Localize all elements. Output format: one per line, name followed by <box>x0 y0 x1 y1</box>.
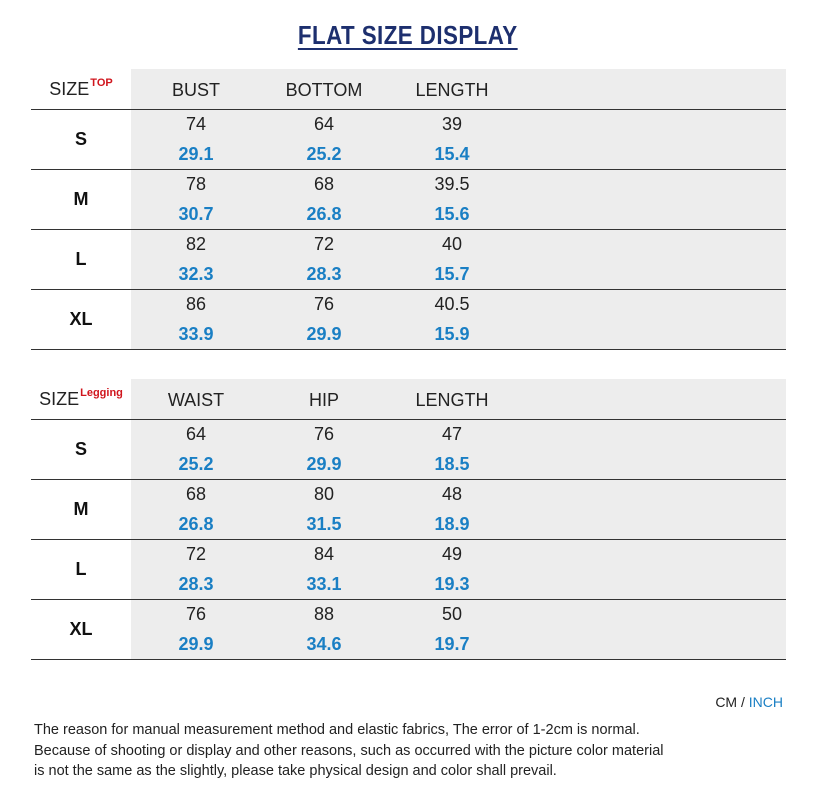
unit-separator: / <box>740 694 745 710</box>
note-line: Because of shooting or display and other reasons, such as occurred with the picture color material <box>34 742 664 759</box>
inch-value: 33.1 <box>306 574 342 594</box>
cm-value: 39 <box>441 114 463 134</box>
column-header-hip: HIP <box>308 390 339 410</box>
inch-value: 29.1 <box>178 144 214 164</box>
inch-value: 15.7 <box>434 264 470 284</box>
size-header-suffix: TOP <box>90 77 113 89</box>
column-header-length: LENGTH <box>415 390 489 410</box>
cm-value: 72 <box>313 234 335 254</box>
page-title: FLAT SIZE DISPLAY <box>298 20 518 50</box>
cm-value: 68 <box>185 484 207 504</box>
table-row <box>31 170 786 230</box>
size-header-suffix: Legging <box>80 387 123 399</box>
inch-value: 29.9 <box>306 454 342 474</box>
size-label: L <box>75 249 87 269</box>
size-label: S <box>74 129 87 149</box>
table-row <box>31 480 786 540</box>
inch-value: 30.7 <box>178 204 214 224</box>
row-band <box>131 230 786 289</box>
note-line: The reason for manual measurement method and elastic fabrics, The error of 1-2cm is normal. <box>34 722 640 738</box>
row-band <box>131 170 786 229</box>
inch-value: 29.9 <box>306 324 342 344</box>
table-header <box>31 379 786 420</box>
cm-value: 76 <box>313 424 335 444</box>
row-band <box>131 600 786 659</box>
inch-value: 32.3 <box>178 264 214 284</box>
inch-value: 28.3 <box>306 264 342 284</box>
cm-value: 76 <box>185 604 207 624</box>
cm-value: 84 <box>313 544 335 564</box>
cm-value: 88 <box>313 604 335 624</box>
legging-size-table <box>31 379 786 660</box>
table-header <box>31 69 786 110</box>
inch-value: 18.5 <box>434 454 470 474</box>
row-band <box>131 480 786 539</box>
inch-value: 29.9 <box>178 634 214 654</box>
column-header-waist: WAIST <box>167 390 225 410</box>
cm-value: 82 <box>185 234 207 254</box>
row-band <box>131 110 786 169</box>
cm-value: 76 <box>313 294 335 314</box>
table-row <box>31 540 786 600</box>
column-header-length: LENGTH <box>415 80 489 100</box>
inch-value: 18.9 <box>434 514 470 534</box>
size-header-label: SIZE <box>39 388 80 409</box>
row-band <box>131 420 786 479</box>
unit-legend <box>715 694 783 710</box>
cm-value: 64 <box>185 424 207 444</box>
size-label: M <box>73 189 89 209</box>
cm-value: 40.5 <box>434 294 470 314</box>
size-label: XL <box>69 619 93 639</box>
size-header-label: SIZE <box>49 78 90 99</box>
inch-value: 19.3 <box>434 574 470 594</box>
note-line: is not the same as the slightly, please take physical design and color shall prevail. <box>34 763 557 779</box>
cm-value: 64 <box>313 114 335 134</box>
header-band <box>131 69 786 109</box>
cm-value: 48 <box>441 484 463 504</box>
unit-inch: INCH <box>748 694 783 710</box>
inch-value: 15.6 <box>434 204 470 224</box>
inch-value: 25.2 <box>178 454 214 474</box>
unit-cm: CM <box>715 694 738 710</box>
row-band <box>131 540 786 599</box>
cm-value: 68 <box>313 174 335 194</box>
table-row <box>31 600 786 660</box>
cm-value: 39.5 <box>434 174 470 194</box>
page-title-wrap <box>0 20 816 51</box>
inch-value: 15.4 <box>434 144 470 164</box>
column-header-bottom: BOTTOM <box>285 80 363 100</box>
cm-value: 86 <box>185 294 207 314</box>
row-band <box>131 290 786 349</box>
size-label: XL <box>69 309 93 329</box>
column-header-bust: BUST <box>171 80 220 100</box>
inch-value: 31.5 <box>306 514 342 534</box>
inch-value: 26.8 <box>178 514 214 534</box>
header-band <box>131 379 786 419</box>
table-row <box>31 230 786 290</box>
table-row <box>31 420 786 480</box>
cm-value: 78 <box>185 174 207 194</box>
cm-value: 40 <box>441 234 463 254</box>
inch-value: 25.2 <box>306 144 342 164</box>
size-header <box>31 69 131 109</box>
inch-value: 33.9 <box>178 324 214 344</box>
table-row <box>31 290 786 350</box>
inch-value: 15.9 <box>434 324 470 344</box>
cm-value: 49 <box>441 544 463 564</box>
table-row <box>31 110 786 170</box>
inch-value: 34.6 <box>306 634 342 654</box>
inch-value: 28.3 <box>178 574 214 594</box>
cm-value: 80 <box>313 484 335 504</box>
size-label: S <box>74 439 87 459</box>
inch-value: 19.7 <box>434 634 470 654</box>
inch-value: 26.8 <box>306 204 342 224</box>
size-label: M <box>73 499 89 519</box>
size-header <box>31 379 131 419</box>
cm-value: 74 <box>185 114 207 134</box>
size-label: L <box>75 559 87 579</box>
top-size-table <box>31 69 786 350</box>
disclaimer-notes <box>34 720 794 782</box>
cm-value: 47 <box>441 424 463 444</box>
cm-value: 72 <box>185 544 207 564</box>
cm-value: 50 <box>441 604 463 624</box>
